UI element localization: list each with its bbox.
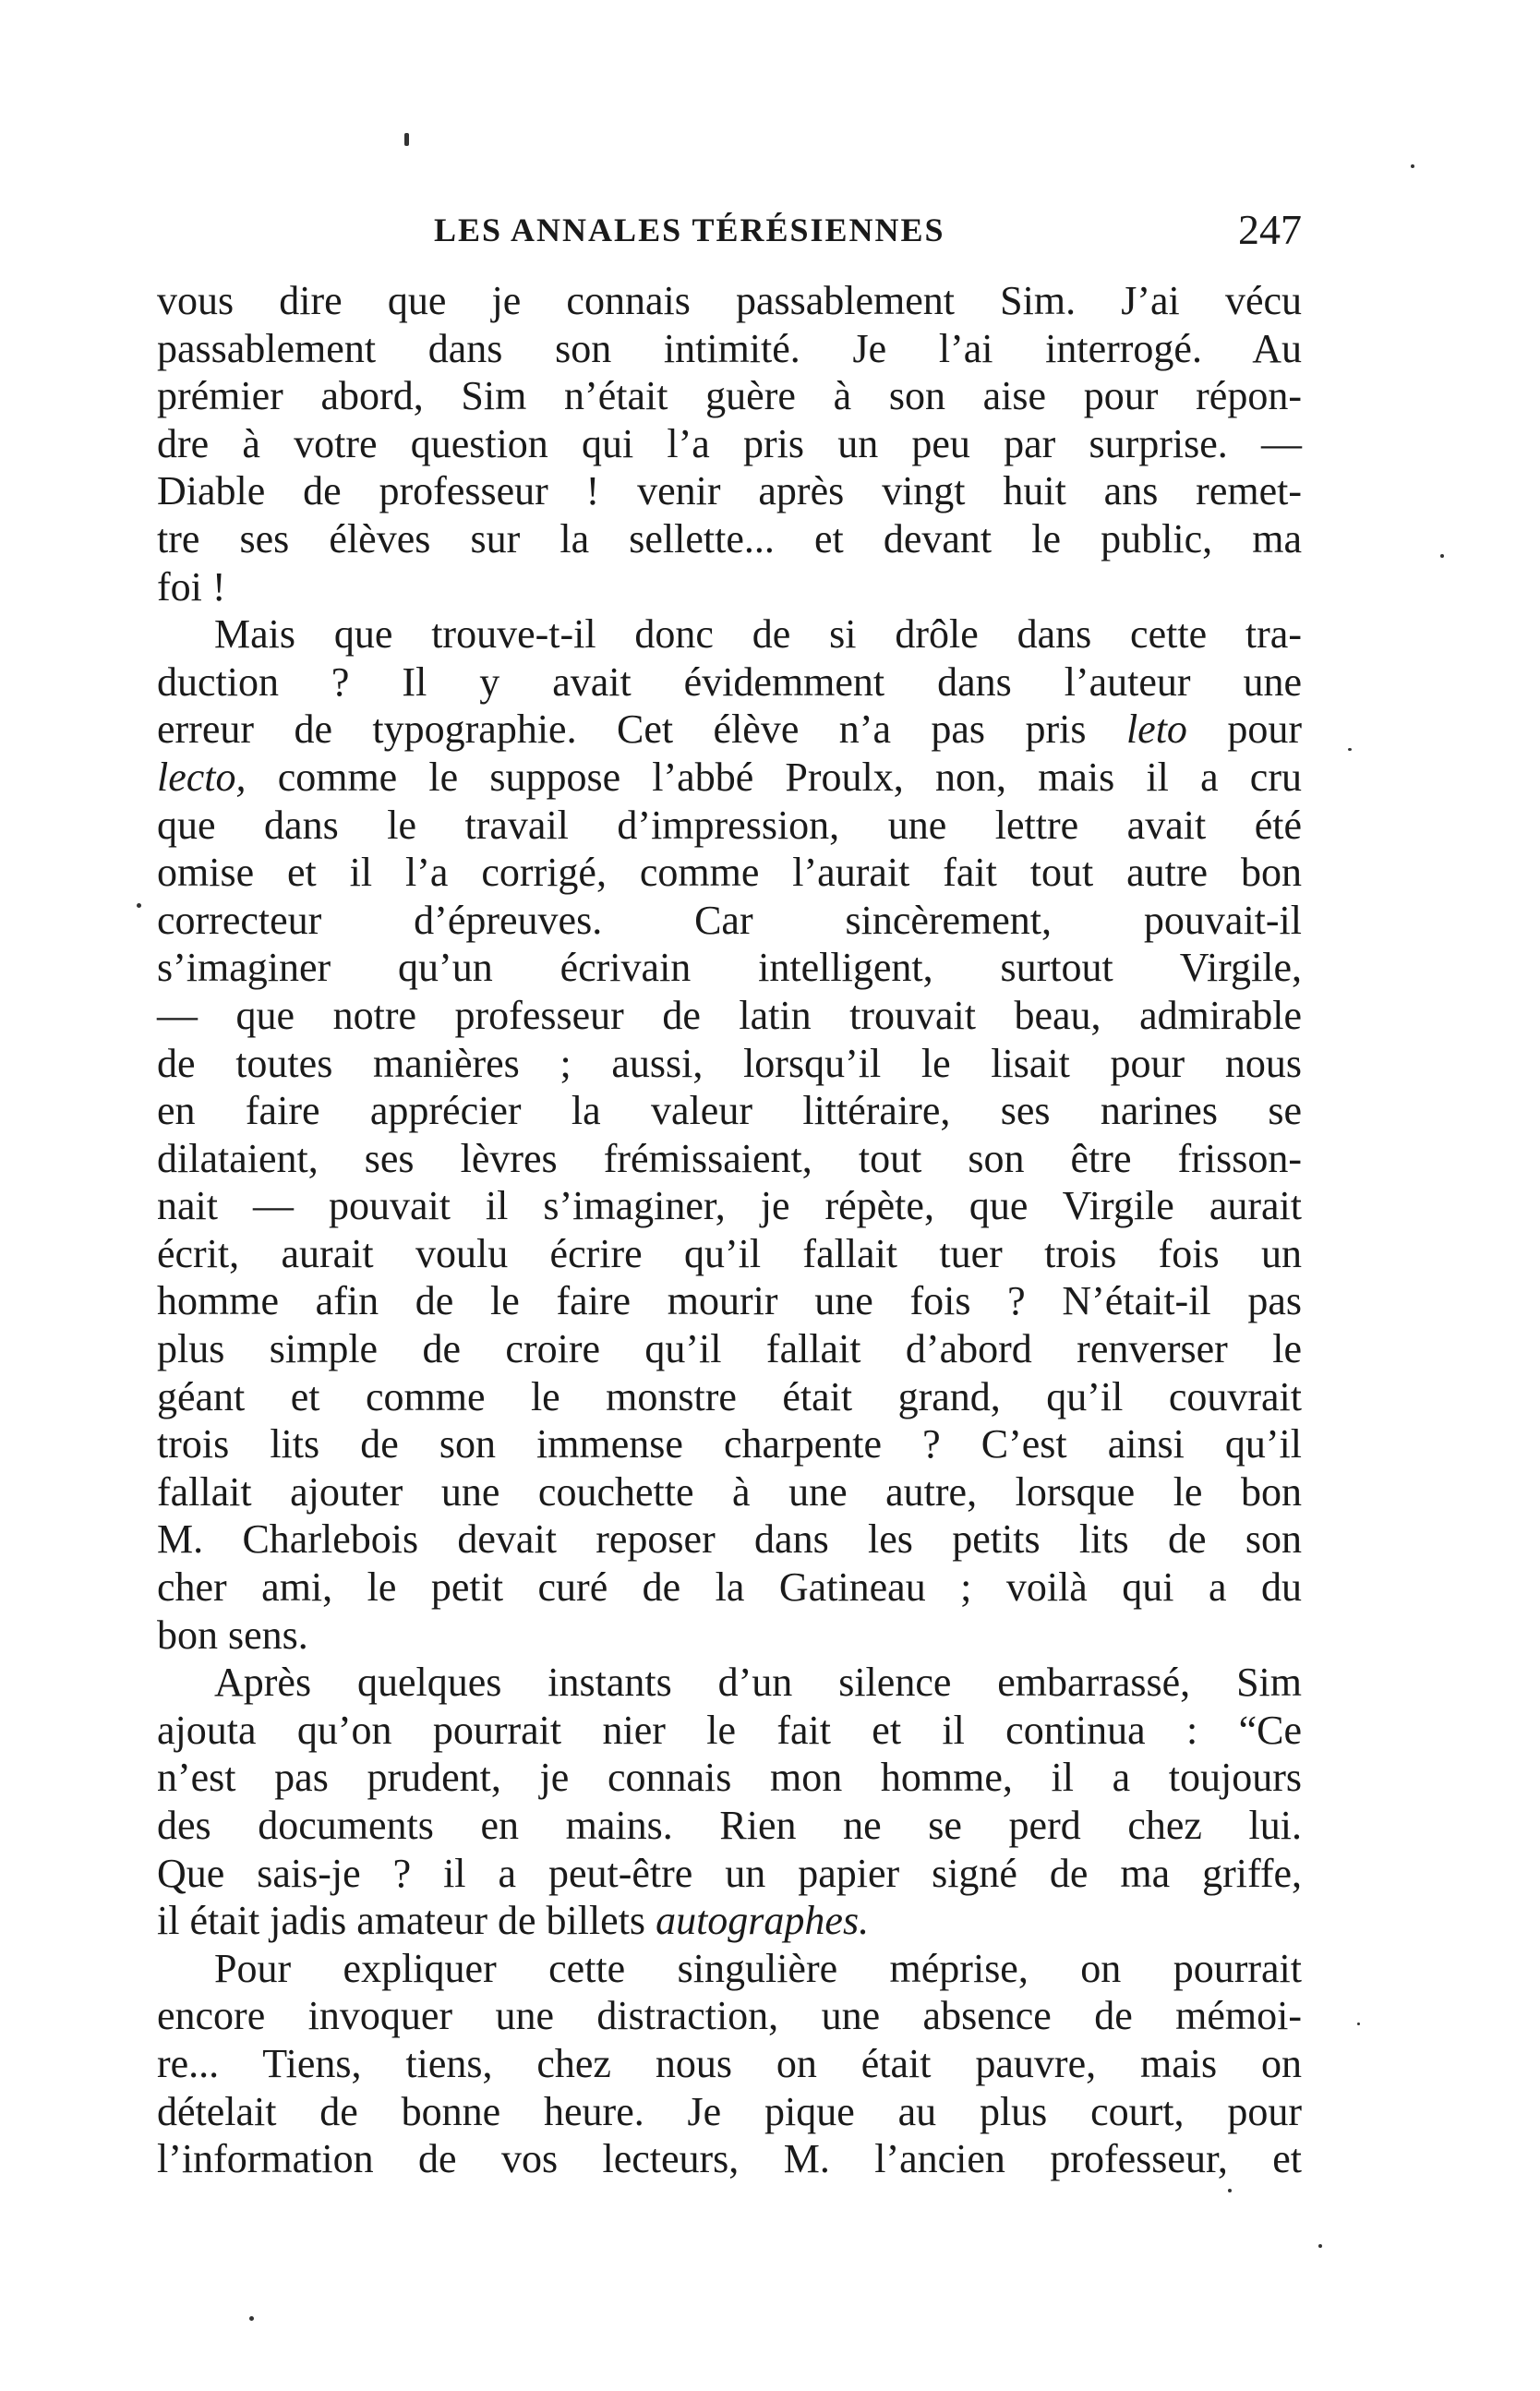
scan-speck	[404, 133, 409, 146]
scan-speck	[137, 903, 141, 908]
text-line: que dans le travail d’impression, une lettre avait été	[157, 802, 1302, 848]
text-line	[157, 1897, 1302, 1945]
text-line: encore invoquer une distraction, une absence de mémoi-	[157, 1993, 1302, 2039]
page-number: 247	[1238, 206, 1302, 253]
text-segment: comme le suppose l’abbé Proulx, non, mais il a cru	[246, 754, 1302, 800]
text-line: s’imaginer qu’un écrivain intelligent, surtout Virgile,	[157, 945, 1302, 991]
text-line: géant et comme le monstre était grand, qu’il couvrait	[157, 1373, 1302, 1419]
text-line: trois lits de son immense charpente ? C’est ainsi qu’il	[157, 1421, 1302, 1467]
scan-speck	[1318, 2244, 1322, 2248]
text-line: fallait ajouter une couchette à une autre, lorsque le bon	[157, 1468, 1302, 1515]
scan-speck	[1357, 2023, 1360, 2025]
text-line: tre ses élèves sur la sellette... et devant le public, ma	[157, 515, 1302, 562]
text-line: dre à votre question qui l’a pris un peu par surprise. —	[157, 420, 1302, 466]
text-line: dételait de bonne heure. Je pique au plus court, pour	[157, 2088, 1302, 2134]
text-line: vous dire que je connais passablement Sim. J’ai vécu	[157, 278, 1302, 323]
text-segment: erreur de typographie. Cet élève n’a pas pris	[157, 706, 1126, 753]
text-line: passablement dans son intimité. Je l’ai interrogé. Au	[157, 325, 1302, 371]
text-line: foi !	[157, 563, 226, 610]
text-segment: pour	[1186, 706, 1303, 753]
text-segment: il était jadis amateur de billets	[157, 1898, 656, 1944]
text-line: — que notre professeur de latin trouvait beau, admirable	[157, 992, 1302, 1038]
text-line: correcteur d’épreuves. Car sincèrement, pouvait-il	[157, 897, 1302, 943]
text-line: re... Tiens, tiens, chez nous on était pauvre, mais on	[157, 2040, 1302, 2086]
text-line: nait — pouvait il s’imaginer, je répète, que Virgile aurait	[157, 1183, 1302, 1229]
scan-speck	[1348, 748, 1352, 751]
scan-speck	[1440, 554, 1444, 558]
text-line: M. Charlebois devait reposer dans les petits lits de son	[157, 1516, 1302, 1563]
text-line: l’information de vos lecteurs, M. l’ancien professeur, et	[157, 2136, 1302, 2182]
text-line: duction ? Il y avait évidemment dans l’auteur une	[157, 658, 1302, 705]
text-line	[157, 706, 1302, 754]
text-line: cher ami, le petit curé de la Gatineau ; voilà qui a du	[157, 1564, 1302, 1611]
scan-speck	[249, 2316, 254, 2321]
paragraph-start-line: Après quelques instants d’un silence embarrassé, Sim	[214, 1660, 1302, 1706]
text-line: omise et il l’a corrigé, comme l’aurait fait tout autre bon	[157, 850, 1302, 896]
text-line: écrit, aurait voulu écrire qu’il fallait tuer trois fois un	[157, 1230, 1302, 1276]
text-line: de toutes manières ; aussi, lorsqu’il le lisait pour nous	[157, 1040, 1302, 1086]
text-line: Que sais-je ? il a peut-être un papier signé de ma griffe,	[157, 1850, 1302, 1896]
running-head	[157, 206, 1302, 266]
text-line: prémier abord, Sim n’était guère à son aise pour répon-	[157, 373, 1302, 419]
scan-speck	[1411, 164, 1414, 168]
text-line: Diable de professeur ! venir après vingt huit ans remet-	[157, 468, 1302, 514]
text-line: ajouta qu’on pourrait nier le fait et il continua : “Ce	[157, 1707, 1302, 1753]
text-line: n’est pas prudent, je connais mon homme, il a toujours	[157, 1755, 1302, 1801]
text-line: des documents en mains. Rien ne se perd chez lui.	[157, 1803, 1302, 1848]
scan-speck	[1228, 2189, 1232, 2192]
paragraph-start-line: Mais que trouve-t-il donc de si drôle dans cette tra-	[214, 611, 1302, 658]
text-line: bon sens.	[157, 1612, 308, 1658]
italic-word: leto	[1125, 706, 1187, 753]
paragraph-start-line: Pour expliquer cette singulière méprise, on pourrait	[214, 1945, 1302, 1991]
running-title: LES ANNALES TÉRÉSIENNES	[434, 211, 945, 248]
text-line: plus simple de croire qu’il fallait d’abord renverser le	[157, 1326, 1302, 1372]
italic-word: autographes.	[656, 1898, 870, 1944]
italic-word: lecto,	[157, 754, 247, 800]
text-line: homme afin de le faire mourir une fois ? N’était-il pas	[157, 1278, 1302, 1324]
text-line: en faire apprécier la valeur littéraire, ses narines se	[157, 1088, 1302, 1134]
text-line	[157, 754, 1302, 802]
body-text	[157, 277, 1302, 2183]
text-line: dilataient, ses lèvres frémissaient, tout son être frisson-	[157, 1135, 1302, 1181]
